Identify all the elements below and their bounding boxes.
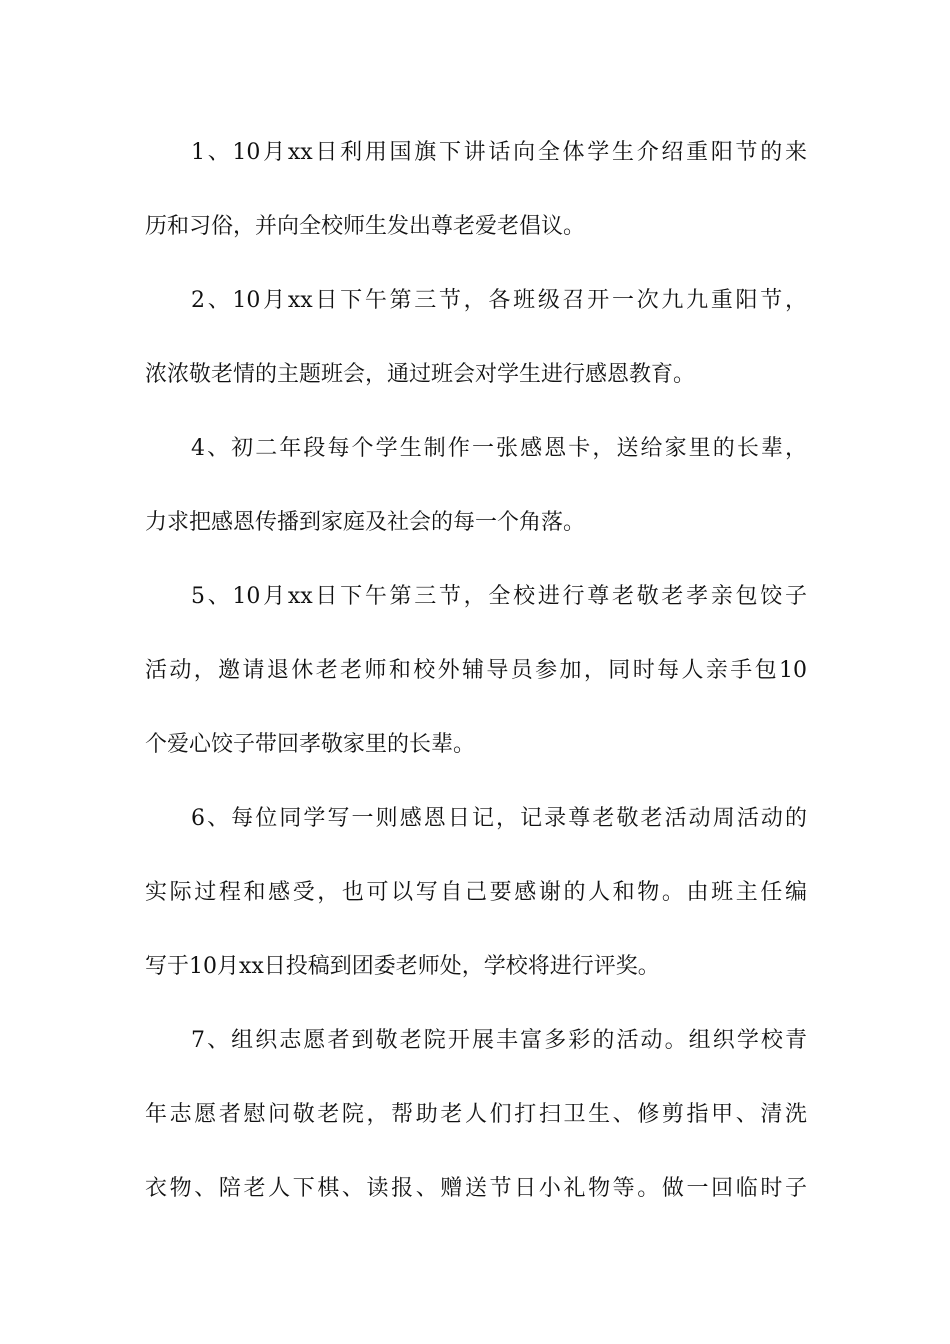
- paragraph-4-line-1: 5、10月xx日下午第三节，全校进行尊老敬老孝亲包饺子: [191, 584, 807, 609]
- paragraph-1-line-1: 1、10月xx日利用国旗下讲话向全体学生介绍重阳节的来: [191, 140, 807, 165]
- document-body: [145, 129, 807, 1239]
- paragraph-1-line-2: 历和习俗，并向全校师生发出尊老爱老倡议。: [145, 214, 586, 239]
- paragraph-2-line-1: 2、10月xx日下午第三节，各班级召开一次九九重阳节，: [191, 288, 807, 313]
- paragraph-5-line-2: 实际过程和感受，也可以写自己要感谢的人和物。由班主任编: [145, 880, 807, 905]
- paragraph-3-line-1: 4、初二年段每个学生制作一张感恩卡，送给家里的长辈，: [191, 436, 807, 461]
- paragraph-5-line-3: 写于10月xx日投稿到团委老师处，学校将进行评奖。: [145, 954, 660, 979]
- paragraph-4-line-2: 活动，邀请退休老老师和校外辅导员参加，同时每人亲手包10: [145, 658, 807, 683]
- paragraph-4-line-3: 个爱心饺子带回孝敬家里的长辈。: [145, 732, 476, 757]
- paragraph-5-line-1: 6、每位同学写一则感恩日记，记录尊老敬老活动周活动的: [191, 806, 807, 831]
- paragraph-6-line-2: 年志愿者慰问敬老院，帮助老人们打扫卫生、修剪指甲、清洗: [145, 1102, 807, 1127]
- paragraph-6-line-3: 衣物、陪老人下棋、读报、赠送节日小礼物等。做一回临时子: [145, 1176, 807, 1201]
- paragraph-3-line-2: 力求把感恩传播到家庭及社会的每一个角落。: [145, 510, 586, 535]
- paragraph-2-line-2: 浓浓敬老情的主题班会，通过班会对学生进行感恩教育。: [145, 362, 696, 387]
- paragraph-6-line-1: 7、组织志愿者到敬老院开展丰富多彩的活动。组织学校青: [191, 1028, 807, 1053]
